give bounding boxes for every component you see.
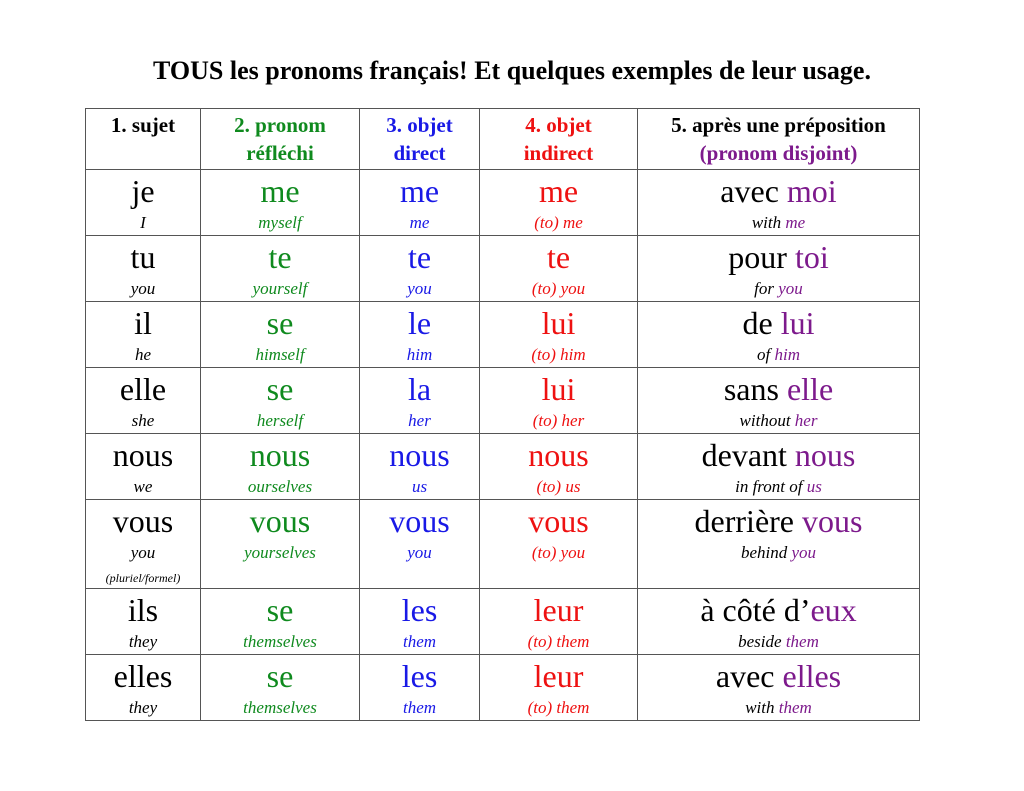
direct-pronoun: vous — [389, 503, 450, 539]
indirect-pronoun: nous — [528, 437, 589, 473]
indirect-pronoun: lui — [541, 305, 576, 341]
disjoint-translation — [638, 631, 919, 653]
header-indirect-line1: 4. objet — [525, 113, 592, 137]
table-row — [86, 236, 920, 302]
disjoint-pronoun: elle — [786, 371, 834, 407]
disjoint-pronoun: moi — [786, 173, 837, 209]
indirect-translation: (to) us — [536, 477, 581, 496]
indirect-translation: (to) you — [531, 543, 586, 562]
direct-pronoun: te — [407, 239, 432, 275]
direct-translation: him — [406, 345, 433, 364]
direct-pronoun: nous — [389, 437, 450, 473]
cell-reflechi — [201, 434, 360, 500]
preposition-translation: for — [754, 279, 779, 298]
cell-reflechi — [201, 368, 360, 434]
preposition: derrière — [694, 503, 802, 539]
table-row — [86, 434, 920, 500]
cell-direct — [360, 655, 480, 721]
indirect-pronoun: lui — [541, 371, 576, 407]
preposition-translation: in front of — [735, 477, 807, 496]
preposition-translation: with — [745, 698, 779, 717]
sujet-translation: we — [133, 477, 153, 496]
header-disjoint — [638, 109, 920, 170]
direct-pronoun: les — [401, 658, 438, 694]
cell-sujet — [86, 170, 201, 236]
indirect-pronoun: leur — [533, 658, 584, 694]
reflechi-pronoun: vous — [249, 503, 311, 539]
cell-direct — [360, 500, 480, 589]
reflechi-pronoun: se — [266, 658, 294, 694]
header-sujet — [86, 109, 201, 170]
disjoint-example — [638, 172, 919, 210]
cell-indirect — [480, 500, 638, 589]
sujet-translation: you — [130, 543, 156, 562]
cell-reflechi — [201, 589, 360, 655]
preposition: avec — [715, 658, 783, 694]
direct-pronoun: la — [407, 371, 432, 407]
sujet-translation: you — [130, 279, 156, 298]
cell-sujet — [86, 368, 201, 434]
sujet-translation: they — [128, 698, 158, 717]
cell-indirect — [480, 170, 638, 236]
direct-translation: you — [407, 543, 432, 562]
disjoint-pronoun: nous — [794, 437, 856, 473]
indirect-pronoun: me — [538, 173, 579, 209]
cell-disjoint — [638, 500, 920, 589]
indirect-pronoun: vous — [528, 503, 589, 539]
reflechi-translation: himself — [255, 345, 305, 364]
cell-disjoint — [638, 434, 920, 500]
cell-reflechi — [201, 655, 360, 721]
direct-translation: you — [407, 279, 432, 298]
header-disjoint-line1: 5. après une préposition — [671, 113, 886, 137]
preposition: de — [742, 305, 781, 341]
table-row — [86, 500, 920, 589]
header-indirect — [480, 109, 638, 170]
cell-sujet — [86, 434, 201, 500]
direct-translation: me — [409, 213, 430, 232]
preposition-translation: with — [751, 213, 786, 232]
reflechi-translation: ourselves — [247, 477, 313, 496]
preposition: avec — [720, 173, 787, 209]
reflechi-translation: themselves — [243, 632, 317, 651]
header-row — [86, 109, 920, 170]
reflechi-pronoun: nous — [249, 437, 311, 473]
pronoun-table — [85, 108, 920, 721]
cell-direct — [360, 368, 480, 434]
disjoint-example — [638, 370, 919, 408]
direct-translation: us — [411, 477, 428, 496]
disjoint-example — [638, 238, 919, 276]
sujet-pronoun: il — [134, 305, 152, 341]
disjoint-example — [638, 304, 919, 342]
page-title: TOUS les pronoms français! Et quelques exemples de leur usage. — [153, 56, 871, 85]
preposition-translation: of — [757, 345, 775, 364]
disjoint-translation — [638, 212, 919, 234]
disjoint-translation — [638, 697, 919, 719]
table-row — [86, 655, 920, 721]
cell-disjoint — [638, 236, 920, 302]
cell-reflechi — [201, 170, 360, 236]
cell-sujet — [86, 302, 201, 368]
disjoint-example — [638, 502, 919, 540]
indirect-translation: (to) them — [527, 632, 590, 651]
direct-translation: her — [408, 411, 431, 430]
cell-indirect — [480, 236, 638, 302]
cell-indirect — [480, 368, 638, 434]
cell-direct — [360, 434, 480, 500]
cell-indirect — [480, 434, 638, 500]
table-row — [86, 170, 920, 236]
sujet-pronoun: tu — [130, 239, 156, 275]
sujet-translation: he — [134, 345, 152, 364]
direct-translation: them — [402, 698, 437, 717]
header-disjoint-line2: (pronom disjoint) — [699, 141, 858, 165]
indirect-pronoun: leur — [533, 592, 584, 628]
cell-reflechi — [201, 302, 360, 368]
disjoint-pronoun: toi — [794, 239, 829, 275]
preposition: sans — [723, 371, 787, 407]
cell-indirect — [480, 655, 638, 721]
indirect-translation: (to) me — [534, 213, 583, 232]
pronoun-translation: me — [785, 213, 806, 232]
reflechi-pronoun: me — [260, 173, 300, 209]
sujet-note: (pluriel/formel) — [105, 571, 181, 585]
reflechi-pronoun: se — [266, 592, 294, 628]
cell-direct — [360, 302, 480, 368]
indirect-translation: (to) you — [531, 279, 586, 298]
sujet-pronoun: ils — [127, 592, 159, 628]
header-indirect-line2: indirect — [523, 141, 594, 165]
header-reflechi-line1: 2. pronom — [234, 113, 326, 137]
table-body — [86, 170, 920, 721]
cell-reflechi — [201, 500, 360, 589]
sujet-pronoun: elles — [113, 658, 173, 694]
direct-translation: them — [402, 632, 437, 651]
header-reflechi — [201, 109, 360, 170]
preposition: devant — [701, 437, 795, 473]
sujet-translation: she — [131, 411, 155, 430]
pronoun-translation: you — [778, 279, 803, 298]
pronoun-translation: you — [791, 543, 817, 562]
table-row — [86, 368, 920, 434]
cell-direct — [360, 236, 480, 302]
cell-sujet — [86, 655, 201, 721]
reflechi-translation: herself — [256, 411, 304, 430]
cell-disjoint — [638, 170, 920, 236]
disjoint-translation — [638, 542, 919, 564]
cell-sujet — [86, 236, 201, 302]
disjoint-translation — [638, 344, 919, 366]
disjoint-pronoun: lui — [780, 305, 815, 341]
pronoun-translation: her — [794, 411, 818, 430]
direct-pronoun: le — [407, 305, 432, 341]
reflechi-pronoun: se — [266, 305, 294, 341]
disjoint-translation — [638, 278, 919, 300]
cell-disjoint — [638, 655, 920, 721]
direct-pronoun: les — [401, 592, 438, 628]
cell-indirect — [480, 302, 638, 368]
disjoint-translation — [638, 476, 919, 498]
sujet-pronoun: je — [131, 173, 155, 209]
indirect-translation: (to) them — [527, 698, 590, 717]
pronoun-translation: them — [778, 698, 812, 717]
pronoun-translation: us — [806, 477, 822, 496]
disjoint-pronoun: vous — [802, 503, 863, 539]
indirect-translation: (to) her — [532, 411, 585, 430]
disjoint-example — [638, 436, 919, 474]
disjoint-translation — [638, 410, 919, 432]
table-row — [86, 589, 920, 655]
reflechi-translation: yourself — [252, 279, 308, 298]
sujet-pronoun: nous — [112, 437, 174, 473]
cell-disjoint — [638, 589, 920, 655]
direct-pronoun: me — [399, 173, 440, 209]
reflechi-pronoun: se — [266, 371, 294, 407]
preposition: à côté d’ — [700, 592, 811, 628]
cell-disjoint — [638, 302, 920, 368]
sujet-translation: I — [140, 213, 146, 232]
pronoun-translation: him — [774, 345, 800, 364]
sujet-pronoun: vous — [112, 503, 174, 539]
sujet-translation: they — [128, 632, 158, 651]
preposition-translation: behind — [740, 543, 792, 562]
disjoint-example — [638, 657, 919, 695]
pronoun-translation: them — [785, 632, 819, 651]
header-reflechi-line2: réfléchi — [246, 141, 314, 165]
header-direct-line2: direct — [393, 141, 446, 165]
cell-sujet — [86, 500, 201, 589]
sujet-pronoun: elle — [119, 371, 167, 407]
cell-reflechi — [201, 236, 360, 302]
preposition: pour — [728, 239, 795, 275]
disjoint-pronoun: elles — [782, 658, 842, 694]
preposition-translation: without — [739, 411, 795, 430]
disjoint-example — [638, 591, 919, 629]
reflechi-translation: themselves — [243, 698, 317, 717]
header-direct-line1: 3. objet — [386, 113, 453, 137]
cell-sujet — [86, 589, 201, 655]
cell-disjoint — [638, 368, 920, 434]
indirect-pronoun: te — [546, 239, 571, 275]
header-direct — [360, 109, 480, 170]
header-sujet-line1: 1. sujet — [110, 113, 176, 137]
cell-direct — [360, 170, 480, 236]
table-row — [86, 302, 920, 368]
reflechi-translation: myself — [258, 213, 302, 232]
preposition-translation: beside — [738, 632, 786, 651]
reflechi-translation: yourselves — [244, 543, 316, 562]
indirect-translation: (to) him — [531, 345, 586, 364]
cell-direct — [360, 589, 480, 655]
reflechi-pronoun: te — [268, 239, 292, 275]
cell-indirect — [480, 589, 638, 655]
disjoint-pronoun: eux — [810, 592, 857, 628]
